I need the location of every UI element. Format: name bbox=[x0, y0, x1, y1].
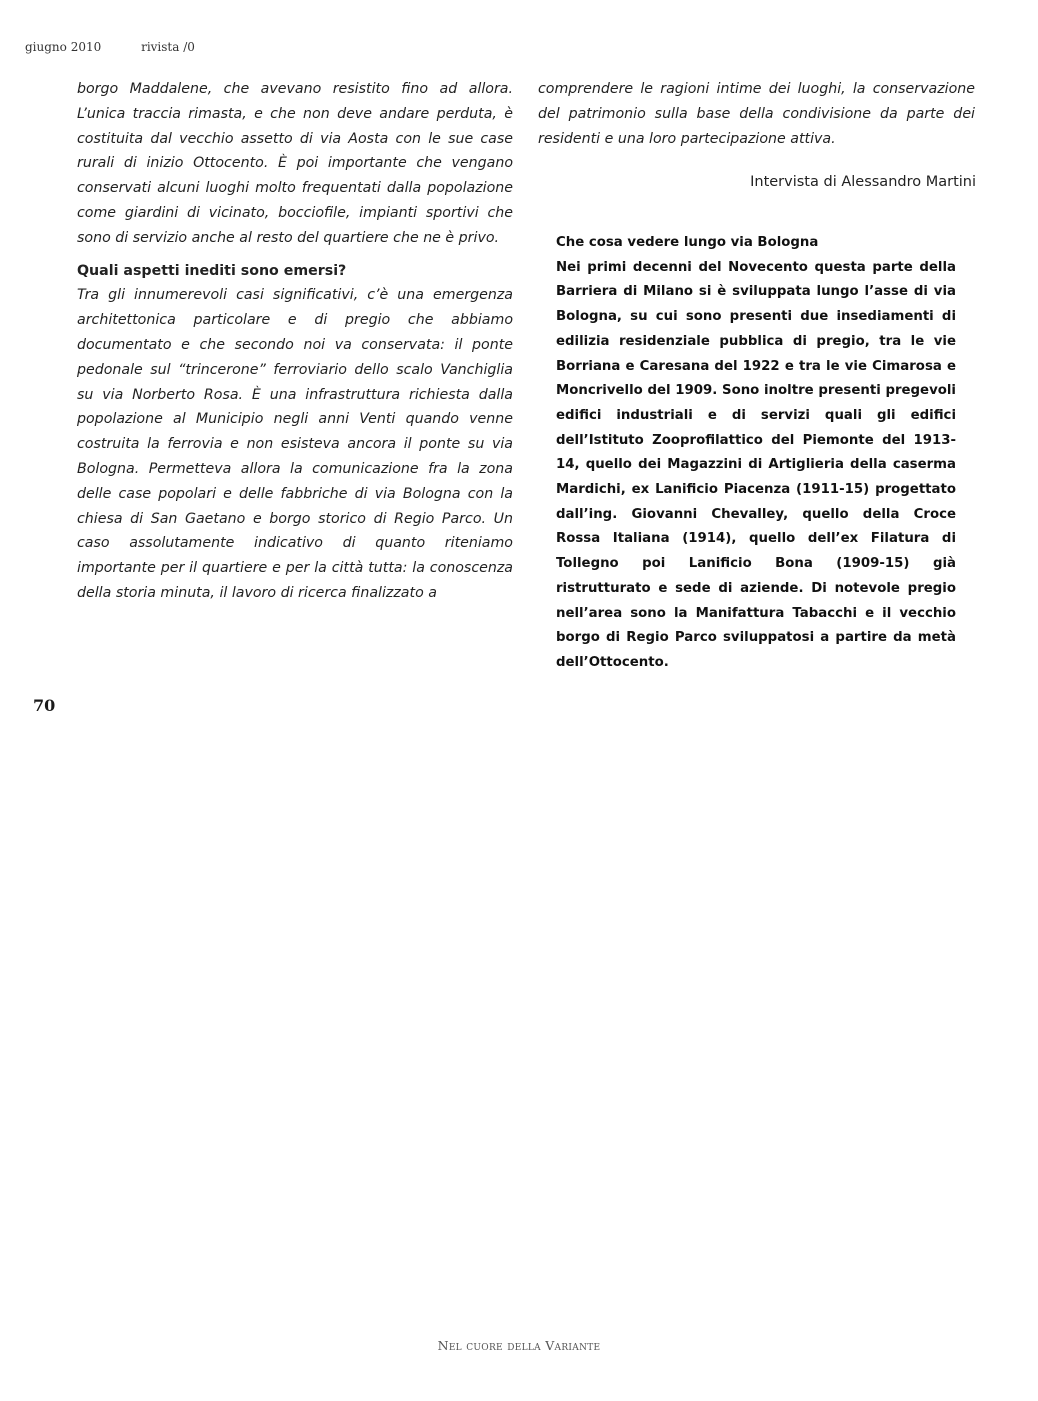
right-column bbox=[538, 77, 975, 151]
interview-question: Quali aspetti inediti sono emersi? bbox=[77, 262, 347, 279]
left-paragraph-2: Tra gli innumerevoli casi significativi, c’è una emergenza architettonica particolare e di pregio che abbiamo documentato e che secondo noi va conservata: il ponte pedonale sul “trincerone” ferroviario dello scalo Vanchiglia su via Norberto Rosa. È una infrastruttura richiesta dalla popolazione al Municipio negli anni Venti quando venne costruita la ferrovia e non esisteva ancora il ponte su via Bologna. Permetteva allora la comunicazione fra la zona delle case popolari e delle fabbriche di via Bologna con la chiesa di San Gaetano e borgo storico di Regio Parco. Un caso assolutamente indicativo di quanto riteniamo importante per il quartiere e per la città tutta: la conoscenza della storia minuta, il lavoro di ricerca finalizzato a bbox=[77, 287, 513, 601]
running-header bbox=[25, 40, 231, 54]
left-column bbox=[77, 77, 513, 606]
sidebar-box bbox=[556, 231, 956, 676]
box-body: Nei primi decenni del Novecento questa parte della Barriera di Milano si è sviluppata lungo l’asse di via Bologna, su cui sono presenti due insediamenti di edilizia residenziale pubblica di pregio, tra le vie Borriana e Caresana del 1922 e tra le vie Cimarosa e Moncrivello del 1909. Sono inoltre presenti pregevoli edifici industriali e di servizi quali gli edifici dell’Istituto Zooprofilattico del Piemonte del 1913-14, quello dei Magazzini di Artiglieria della caserma Mardichi, ex Lanificio Piacenza (1911-15) progettato dall’ing. Giovanni Chevalley, quello della Croce Rossa Italiana (1914), quello dell’ex Filatura di Tollegno poi Lanificio Bona (1909-15) già ristrutturato e sede di aziende. Di notevole pregio nell’area sono la Manifattura Tabacchi e il vecchio borgo di Regio Parco sviluppatosi a partire da metà dell’Ottocento. bbox=[556, 259, 956, 670]
header-issue: rivista /0 bbox=[141, 40, 195, 54]
page-number: 70 bbox=[33, 696, 56, 715]
box-title: Che cosa vedere lungo via Bologna bbox=[556, 235, 819, 250]
interview-signature: Intervista di Alessandro Martini bbox=[750, 174, 976, 190]
running-footer: Nel cuore della Variante bbox=[437, 1338, 601, 1353]
left-paragraph-1: borgo Maddalene, che avevano resistito fino ad allora. L’unica traccia rimasta, e che non deve andare perduta, è costituita dal vecchio assetto di via Aosta con le sue case rurali di inizio Ottocento. È poi importante che vengano conservati alcuni luoghi molto frequentati dalla popolazione come giardini di vicinato, bocciofile, impianti sportivi che sono di servizio anche al resto del quartiere che ne è privo. bbox=[77, 81, 513, 246]
right-paragraph: comprendere le ragioni intime dei luoghi, la conservazione del patrimonio sulla base della condivisione da parte dei residenti e una loro partecipazione attiva. bbox=[538, 81, 975, 147]
header-date: giugno 2010 bbox=[25, 40, 102, 54]
